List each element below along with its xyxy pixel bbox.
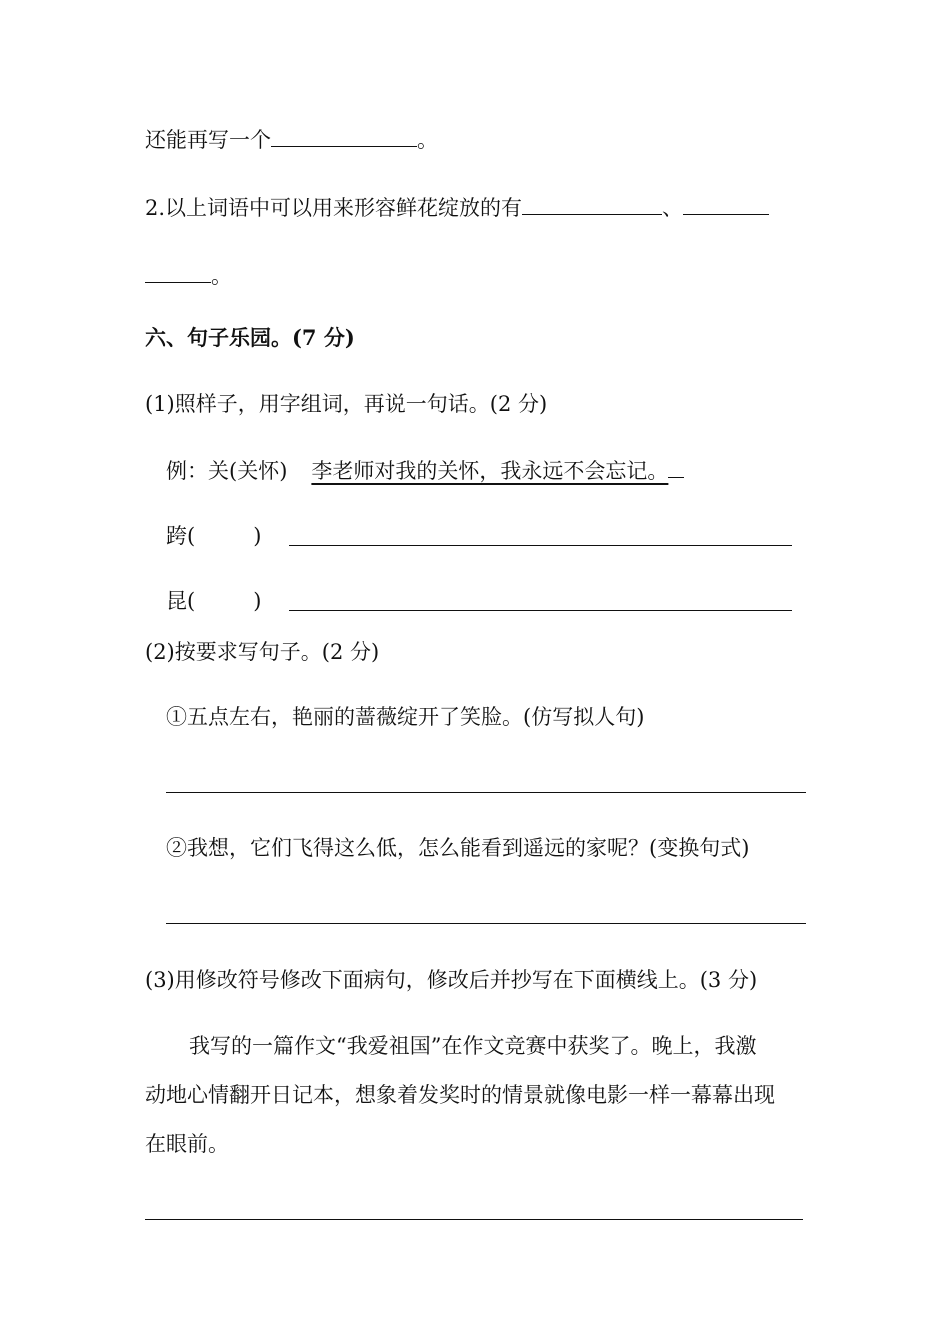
paragraph-line-2: 动地心情翻开日记本，想象着发奖时的情景就像电影一样一幕幕出现 [145, 1083, 775, 1107]
part-2-question-2: ②我想，它们飞得这么低，怎么能看到遥远的家呢？(变换句式) [166, 836, 750, 860]
paragraph-line-1: 我写的一篇作文“我爱祖国”在作文竞赛中获奖了。晚上，我激 [189, 1034, 757, 1058]
answer-line-part2-q2[interactable] [166, 923, 806, 924]
word-item-1-char: 跨( [166, 524, 196, 548]
paragraph-line-3: 在眼前。 [145, 1132, 229, 1156]
answer-blank[interactable] [522, 194, 662, 215]
answer-line-part2-q1[interactable] [166, 792, 806, 793]
q1-tail [145, 126, 438, 154]
sentence-answer-line-1[interactable] [289, 545, 792, 546]
section-6-title: 六、句子乐园。(7 分) [145, 325, 355, 350]
q1-tail-end: 。 [417, 128, 438, 152]
example-underline-tail [668, 477, 684, 478]
answer-line-part3[interactable] [145, 1219, 803, 1220]
part-1-title: (1)照样子，用字组词，再说一句话。(2 分) [145, 392, 548, 416]
sentence-answer-line-2[interactable] [289, 610, 792, 611]
word-item-1-close: ) [253, 524, 262, 548]
example-sentence: 李老师对我的关怀，我永远不会忘记。 [311, 459, 669, 483]
word-item-2-close: ) [253, 589, 262, 613]
question-2-continued [145, 262, 232, 290]
example-row [166, 457, 684, 485]
q1-tail-text: 还能再写一个 [145, 128, 271, 152]
question-2-end: 。 [211, 264, 232, 288]
question-2 [145, 194, 769, 222]
part-2-question-1: ①五点左右，艳丽的蔷薇绽开了笑脸。(仿写拟人句) [166, 705, 645, 729]
question-2-sep: 、 [662, 196, 684, 220]
answer-blank[interactable] [683, 194, 769, 215]
word-item-2 [166, 587, 261, 615]
answer-blank[interactable] [271, 126, 417, 147]
answer-blank[interactable] [145, 262, 211, 283]
word-item-1 [166, 522, 261, 550]
part-2-title: (2)按要求写句子。(2 分) [145, 640, 380, 664]
part-3-title: (3)用修改符号修改下面病句，修改后并抄写在下面横线上。(3 分) [145, 968, 758, 992]
example-label: 例：关(关怀) [166, 459, 288, 483]
word-item-2-char: 昆( [166, 589, 196, 613]
question-2-text: 2.以上词语中可以用来形容鲜花绽放的有 [145, 196, 523, 220]
